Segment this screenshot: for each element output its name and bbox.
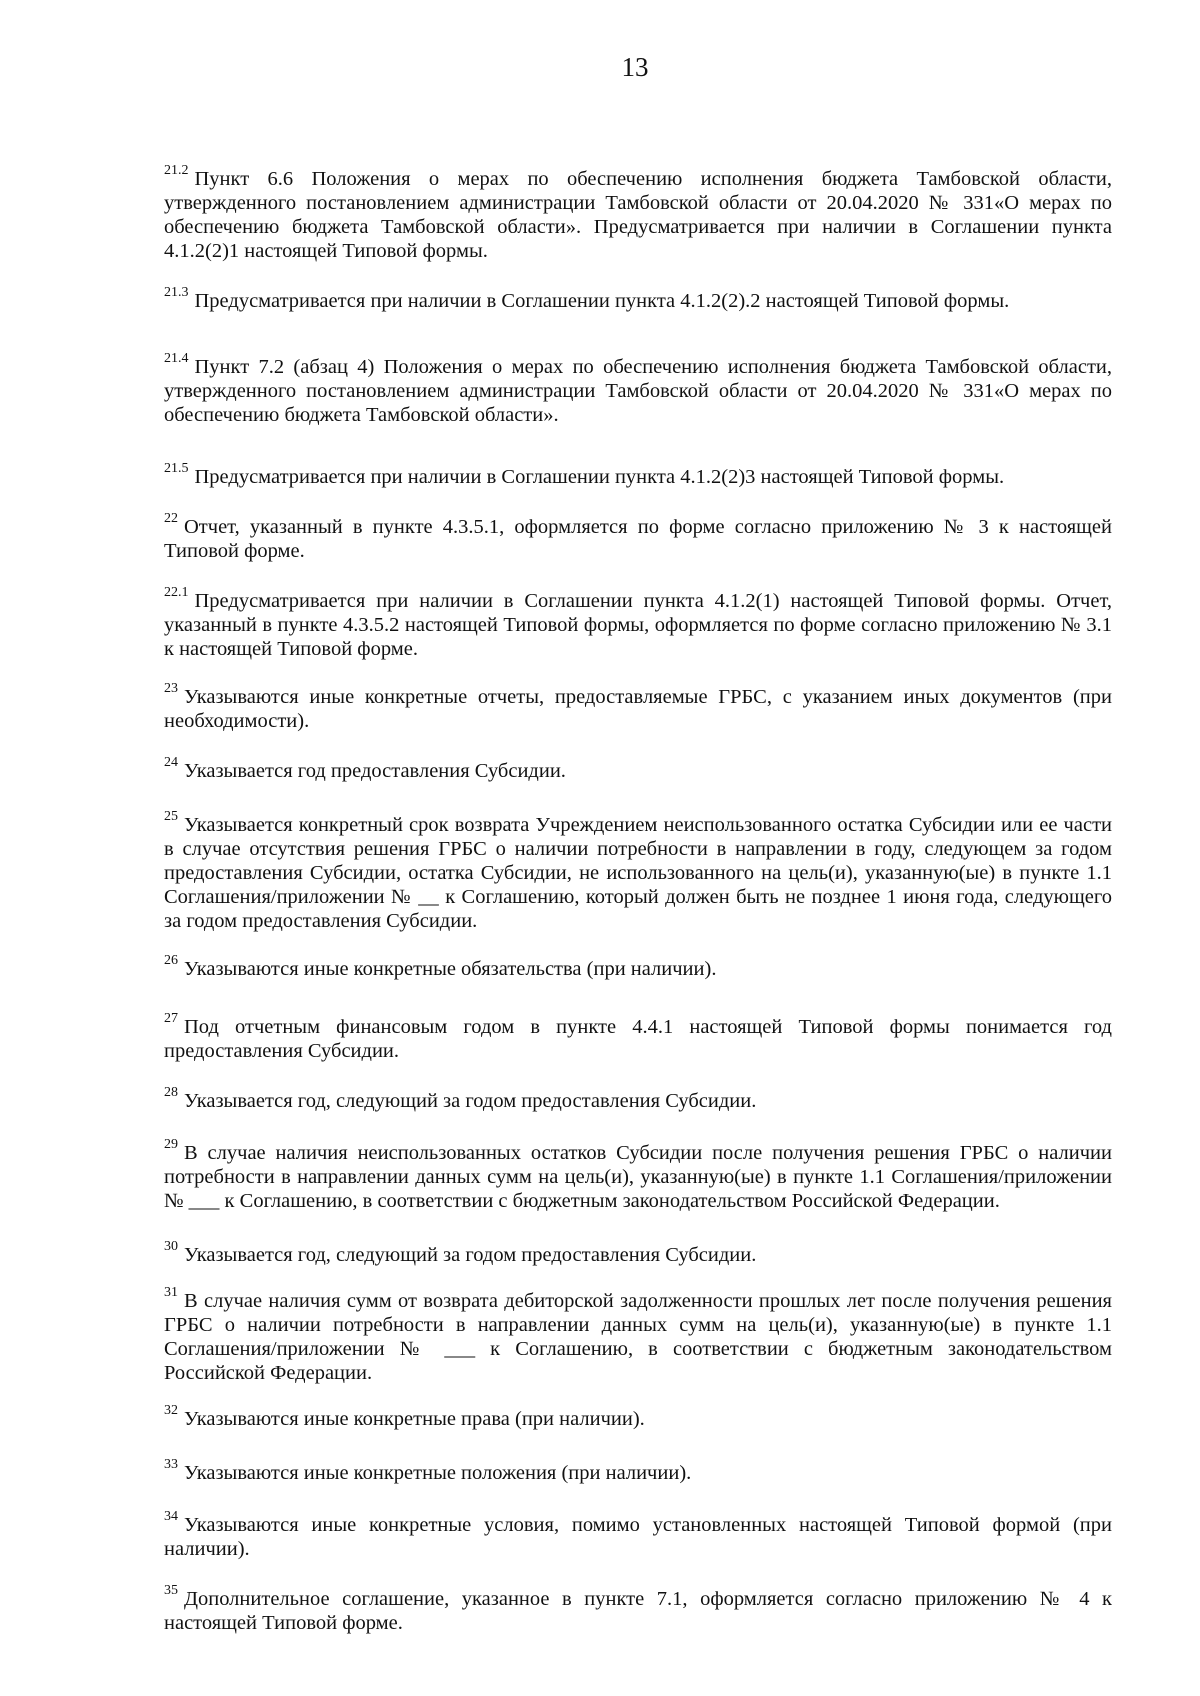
footnote-mark: 21.3 (164, 284, 189, 300)
footnote-text: Указываются иные конкретные права (при наличии). (184, 1407, 645, 1430)
footnote-text: Пункт 6.6 Положения о мерах по обеспечению исполнения бюджета Тамбовской области, утвержденного постановлением администрации Тамбовской области от 20.04.2020 № 331«О мерах по обеспечению бюджета Тамбовской области». Предусматривается при наличии в Соглашении пункта 4.1.2(2)1 настоящей Типовой формы. (164, 167, 1112, 262)
footnote-text: Указывается год, следующий за годом предоставления Субсидии. (184, 1243, 757, 1266)
footnote-25 (164, 808, 1112, 933)
footnote-33 (164, 1456, 1112, 1485)
footnote-mark: 34 (164, 1508, 178, 1524)
footnote-mark: 24 (164, 754, 178, 770)
footnote-21-5 (164, 460, 1112, 489)
footnote-mark: 21.4 (164, 350, 189, 366)
footnote-21-3 (164, 284, 1112, 313)
footnote-34 (164, 1508, 1112, 1561)
footnote-text: Отчет, указанный в пункте 4.3.5.1, оформляется по форме согласно приложению № 3 к настоящей Типовой форме. (164, 515, 1112, 562)
footnote-mark: 21.5 (164, 460, 189, 476)
footnote-text: В случае наличия неиспользованных остатков Субсидии после получения решения ГРБС о наличии потребности в направлении данных сумм на цель(и), указанную(ые) в пункте 1.1 Соглашения/приложении № ___ к Соглашению, в соответствии с бюджетным законодательством Российской Федерации. (164, 1141, 1112, 1212)
footnote-text: Предусматривается при наличии в Соглашении пункта 4.1.2(2)3 настоящей Типовой формы. (194, 465, 1005, 488)
footnote-23 (164, 680, 1112, 733)
footnote-27 (164, 1010, 1112, 1063)
footnote-text: Указываются иные конкретные положения (при наличии). (184, 1461, 692, 1484)
footnote-mark: 28 (164, 1084, 178, 1100)
footnote-mark: 27 (164, 1010, 178, 1026)
footnote-32 (164, 1402, 1112, 1431)
footnote-text: Указываются иные конкретные отчеты, предоставляемые ГРБС, с указанием иных документов (при необходимости). (164, 685, 1112, 732)
footnote-21-4 (164, 350, 1112, 427)
footnote-mark: 22.1 (164, 584, 189, 600)
footnote-30 (164, 1238, 1112, 1267)
footnote-26 (164, 952, 1112, 981)
footnote-text: Указываются иные конкретные условия, помимо установленных настоящей Типовой формой (при наличии). (164, 1513, 1112, 1560)
footnote-mark: 29 (164, 1136, 178, 1152)
footnote-22-1 (164, 584, 1112, 661)
footnote-mark: 22 (164, 510, 178, 526)
footnote-text: Указывается год, следующий за годом предоставления Субсидии. (184, 1089, 757, 1112)
footnote-21-2 (164, 162, 1112, 263)
footnote-mark: 23 (164, 680, 178, 696)
footnote-29 (164, 1136, 1112, 1213)
footnote-35 (164, 1582, 1112, 1635)
footnote-mark: 25 (164, 808, 178, 824)
footnote-mark: 31 (164, 1284, 178, 1300)
footnote-24 (164, 754, 1112, 783)
footnote-31 (164, 1284, 1112, 1385)
footnote-text: Указываются иные конкретные обязательства (при наличии). (184, 957, 717, 980)
footnote-text: Дополнительное соглашение, указанное в пункте 7.1, оформляется согласно приложению № 4 к настоящей Типовой форме. (164, 1587, 1112, 1634)
footnote-text: Указывается год предоставления Субсидии. (184, 759, 566, 782)
footnote-text: Указывается конкретный срок возврата Учреждением неиспользованного остатка Субсидии или ее части в случае отсутствия решения ГРБС о наличии потребности в направлении в году, следующем за годом предоставления Субсидии, остатка Субсидии, не использованного на цель(и), указанную(ые) в пункте 1.1 Соглашения/приложении № __ к Соглашению, который должен быть не позднее 1 июня года, следующего за годом предоставления Субсидии. (164, 813, 1112, 932)
footnote-text: Предусматривается при наличии в Соглашении пункта 4.1.2(1) настоящей Типовой формы. Отчет, указанный в пункте 4.3.5.2 настоящей Типовой формы, оформляется по форме согласно приложению № 3.1 к настоящей Типовой форме. (164, 589, 1112, 660)
footnote-mark: 32 (164, 1402, 178, 1418)
footnote-text: В случае наличия сумм от возврата дебиторской задолженности прошлых лет после получения решения ГРБС о наличии потребности в направлении данных сумм на цель(и), указанную(ые) в пункте 1.1 Соглашения/приложении № ___ к Соглашению, в соответствии с бюджетным законодательством Российской Федерации. (164, 1289, 1112, 1384)
footnote-mark: 33 (164, 1456, 178, 1472)
footnote-mark: 26 (164, 952, 178, 968)
footnote-mark: 21.2 (164, 162, 189, 178)
footnote-text: Предусматривается при наличии в Соглашении пункта 4.1.2(2).2 настоящей Типовой формы. (194, 289, 1010, 312)
footnote-mark: 30 (164, 1238, 178, 1254)
footnote-text: Под отчетным финансовым годом в пункте 4.4.1 настоящей Типовой формы понимается год предоставления Субсидии. (164, 1015, 1112, 1062)
footnote-text: Пункт 7.2 (абзац 4) Положения о мерах по обеспечению исполнения бюджета Тамбовской области, утвержденного постановлением администрации Тамбовской области от 20.04.2020 № 331«О мерах по обеспечению бюджета Тамбовской области». (164, 355, 1112, 426)
footnote-mark: 35 (164, 1582, 178, 1598)
footnote-22 (164, 510, 1112, 563)
page-number: 13 (621, 52, 649, 82)
footnote-28 (164, 1084, 1112, 1113)
